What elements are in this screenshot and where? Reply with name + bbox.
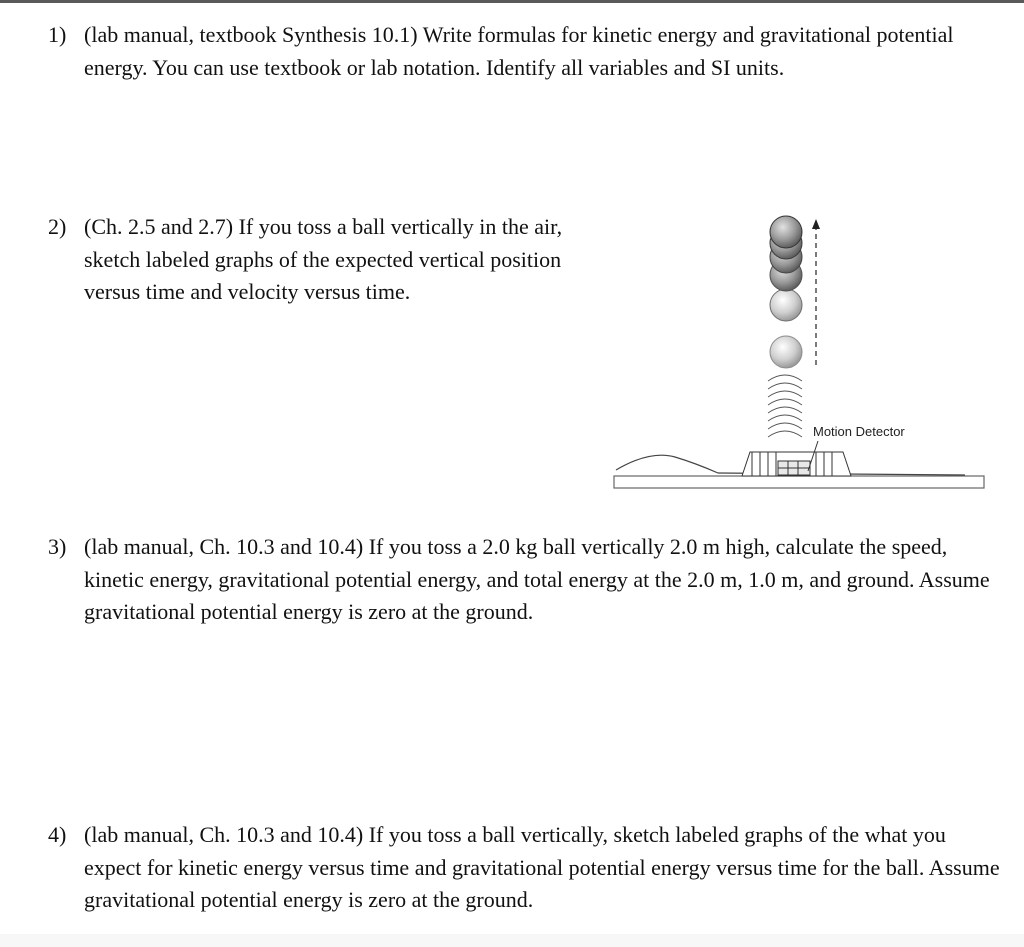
question-text: (lab manual, Ch. 10.3 and 10.4) If you toss a 2.0 kg ball vertically 2.0 m high, calculate the speed, kinetic energy, gravitational potential energy, and total energy at the 2.0 m, 1.0 m, and ground. Assume gravitational potential energy is zero at the ground. [84,534,990,624]
question-4 [48,819,1003,917]
ball-sequence [770,216,802,368]
question-number: 4) [48,822,67,847]
question-text: (lab manual, textbook Synthesis 10.1) Write formulas for kinetic energy and gravitational potential energy. You can use textbook or lab notation. Identify all variables and SI units. [84,22,954,80]
motion-detector [742,441,851,476]
top-rule [0,0,1024,3]
page-bottom-band [0,934,1024,947]
question-text: (Ch. 2.5 and 2.7) If you toss a ball vertically in the air, sketch labeled graphs of the expected vertical position versus time and velocity versus time. [84,214,563,304]
question-1 [48,19,968,84]
motion-detector-label: Motion Detector [813,424,905,439]
ball-toss-figure [600,205,1000,500]
question-3 [48,531,998,629]
upward-arrow-icon [812,219,820,365]
question-number: 2) [48,214,67,239]
question-number: 3) [48,534,67,559]
question-text: (lab manual, Ch. 10.3 and 10.4) If you toss a ball vertically, sketch labeled graphs of the what you expect for kinetic energy versus time and gravitational potential energy versus time for the ball. Assume gravitational potential energy is zero at the ground. [84,822,1000,912]
question-2 [48,211,593,309]
ball-toss-diagram [600,205,1000,500]
sound-waves [768,375,802,437]
question-number: 1) [48,22,67,47]
